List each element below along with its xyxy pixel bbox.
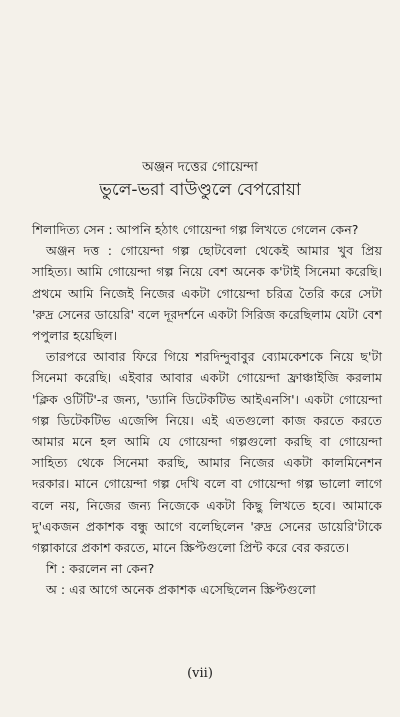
chapter-title: ভুলে-ভরা বাউণ্ডুলে বেপরোয়া <box>99 180 301 200</box>
paragraph-answer-2: তারপরে আবার ফিরে গিয়ে শরদিন্দুবাবুর ব্যোমকেশকে নিয়ে ছ'টা সিনেমা করেছি। এইবার আবার একটা গোয়েন্দা ফ্রাঞ্চাইজি করলাম 'ক্লিক ওটিটি'-র জন্য, 'ড্যানি ডিটেকটিভ আইএনসি'। একটা গোয়েন্দা গল্প ডিটেকটিভ এজেন্সি নিয়ে। এই এতগুলো কাজ করতে করতে আমার মনে হল আমি যে গোয়েন্দা গল্পগুলো করছি বা গোয়েন্দা সাহিত্য থেকে সিনেমা করছি, আমার নিজের একটা কালমিনেশন দরকার। মানে গোয়েন্দা গল্প দেখি বলে বা গোয়েন্দা গল্প ভালো লাগে বলে নয়, নিজের জন্য নিজেকে একটা কিছু লিখতে হবে। আমাকে দু'একজন প্রকাশক বন্ধু আগে বলেছিলেন 'রুদ্র সেনের ডায়েরি'টাকে গল্পাকারে প্রকাশ করতে, মানে স্ক্রিপ্টগুলো প্রিন্ট করে বের করতে। <box>32 349 382 556</box>
interview-text <box>32 218 382 601</box>
chapter-subtitle: অঞ্জন দত্তের গোয়েন্দা <box>142 159 258 175</box>
paragraph-answer-1: অঞ্জন দত্ত : গোয়েন্দা গল্প ছোটবেলা থেকেই আমার খুব প্রিয় সাহিত্য। আমি গোয়েন্দা গল্প নিয়ে বেশ অনেক ক'টাই সিনেমা করেছি। প্রথমে আমি নিজেই নিজের একটা গোয়েন্দা চরিত্র তৈরি করে সেটা 'রুদ্র সেনের ডায়েরি' বলে দূরদর্শনে একটা সিরিজ করেছিলাম যেটা বেশ পপুলার হয়েছিল। <box>32 243 382 344</box>
paragraph-question-2: শি : করলেন না কেন? <box>46 561 155 577</box>
page-number: (vii) <box>187 666 213 681</box>
paragraph-question-1: শিলাদিত্য সেন : আপনি হঠাৎ গোয়েন্দা গল্প লিখতে গেলেন কেন? <box>32 222 359 237</box>
paragraph-answer-3: অ : এর আগে অনেক প্রকাশক এসেছিলেন স্ক্রিপ্টগুলো <box>46 582 316 598</box>
